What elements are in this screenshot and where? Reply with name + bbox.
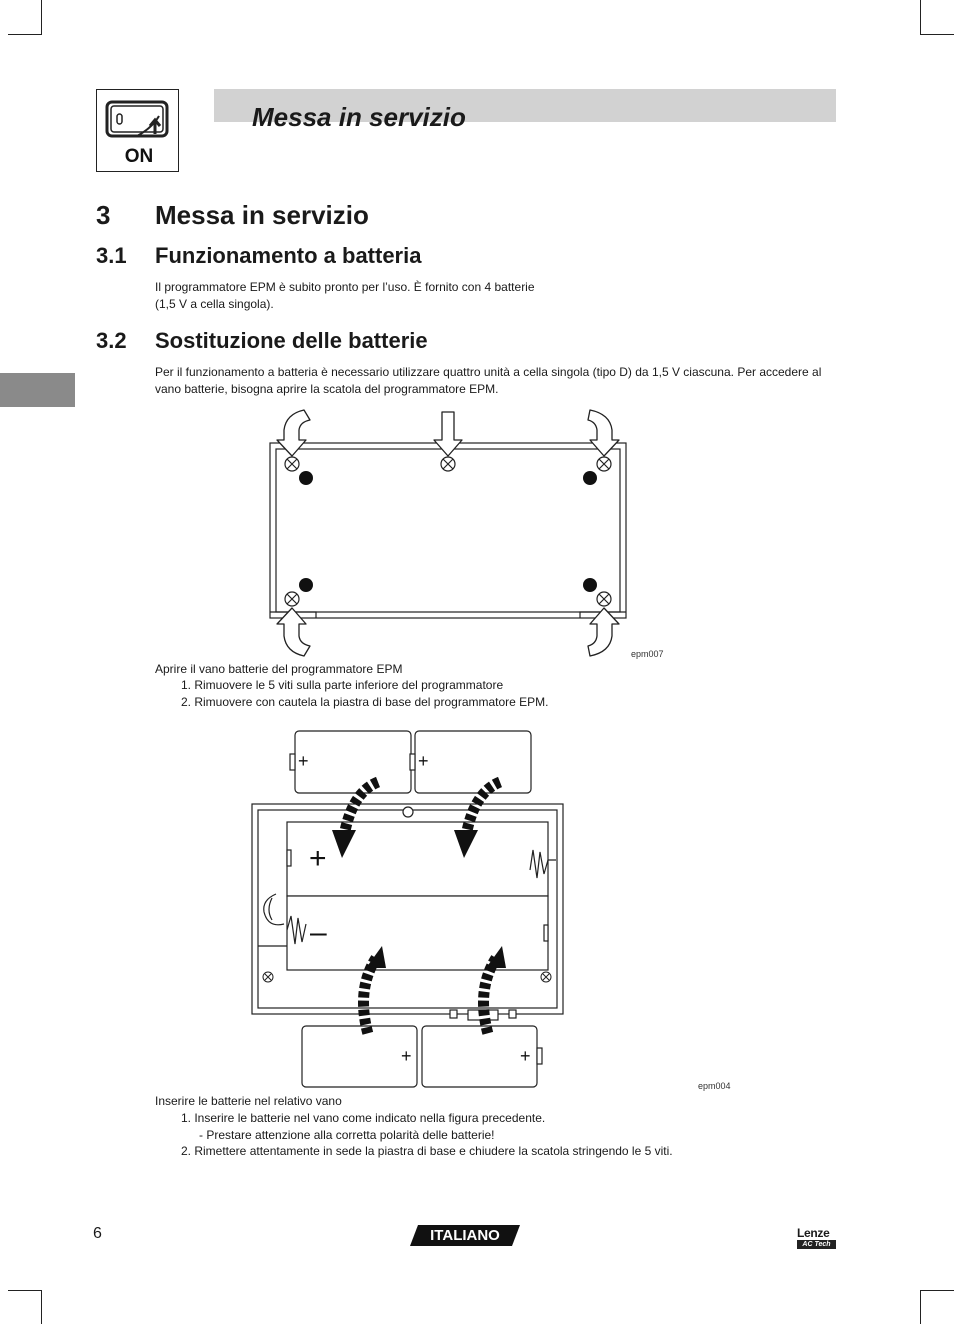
header-title: Messa in servizio — [252, 102, 466, 132]
paragraph-line: Per il funzionamento a batteria è necessario utilizzare quattro unità a cella singola (tipo D) da 1,5 V ciascuna. Per accedere al — [155, 365, 822, 379]
subsection-title: Sostituzione delle batterie — [155, 328, 428, 353]
step-subitem: - Prestare attenzione alla corretta polarità delle batterie! — [199, 1128, 495, 1142]
subsection-number: 3.2 — [96, 328, 127, 353]
plus-sign: + — [401, 1046, 412, 1066]
step-item: 1. Rimuovere le 5 viti sulla parte inferiore del programmatore — [181, 678, 504, 692]
subsection-title: Funzionamento a batteria — [155, 243, 422, 268]
section-number: 3 — [96, 200, 111, 230]
actech-logo: AC Tech — [797, 1240, 836, 1249]
plus-sign: + — [418, 751, 429, 771]
plus-sign: + — [309, 842, 327, 875]
plus-sign: + — [520, 1046, 531, 1066]
figure-label: epm004 — [698, 1081, 731, 1091]
figure-label: epm007 — [631, 649, 664, 659]
figure-caption: Aprire il vano batterie del programmatore EPM — [155, 662, 403, 676]
minus-sign: – — [310, 916, 327, 949]
language-label: ITALIANO — [430, 1227, 500, 1244]
step-item: 2. Rimettere attentamente in sede la piastra di base e chiudere la scatola stringendo le 5 viti. — [181, 1144, 673, 1158]
plus-sign: + — [298, 751, 309, 771]
paragraph-line: (1,5 V a cella singola). — [155, 297, 274, 311]
paragraph-line: Il programmatore EPM è subito pronto per l’uso. È fornito con 4 batterie — [155, 280, 535, 294]
lenze-logo: Lenze — [797, 1226, 830, 1240]
page-number: 6 — [93, 1225, 102, 1242]
figure-caption: Inserire le batterie nel relativo vano — [155, 1094, 342, 1108]
paragraph-line: vano batterie, bisogna aprire la scatola del programmatore EPM. — [155, 382, 499, 396]
step-item: 1. Inserire le batterie nel vano come indicato nella figura precedente. — [181, 1111, 546, 1125]
on-label: ON — [124, 146, 154, 167]
section-title: Messa in servizio — [155, 200, 369, 230]
subsection-number: 3.1 — [96, 243, 127, 268]
step-item: 2. Rimuovere con cautela la piastra di base del programmatore EPM. — [181, 695, 549, 709]
